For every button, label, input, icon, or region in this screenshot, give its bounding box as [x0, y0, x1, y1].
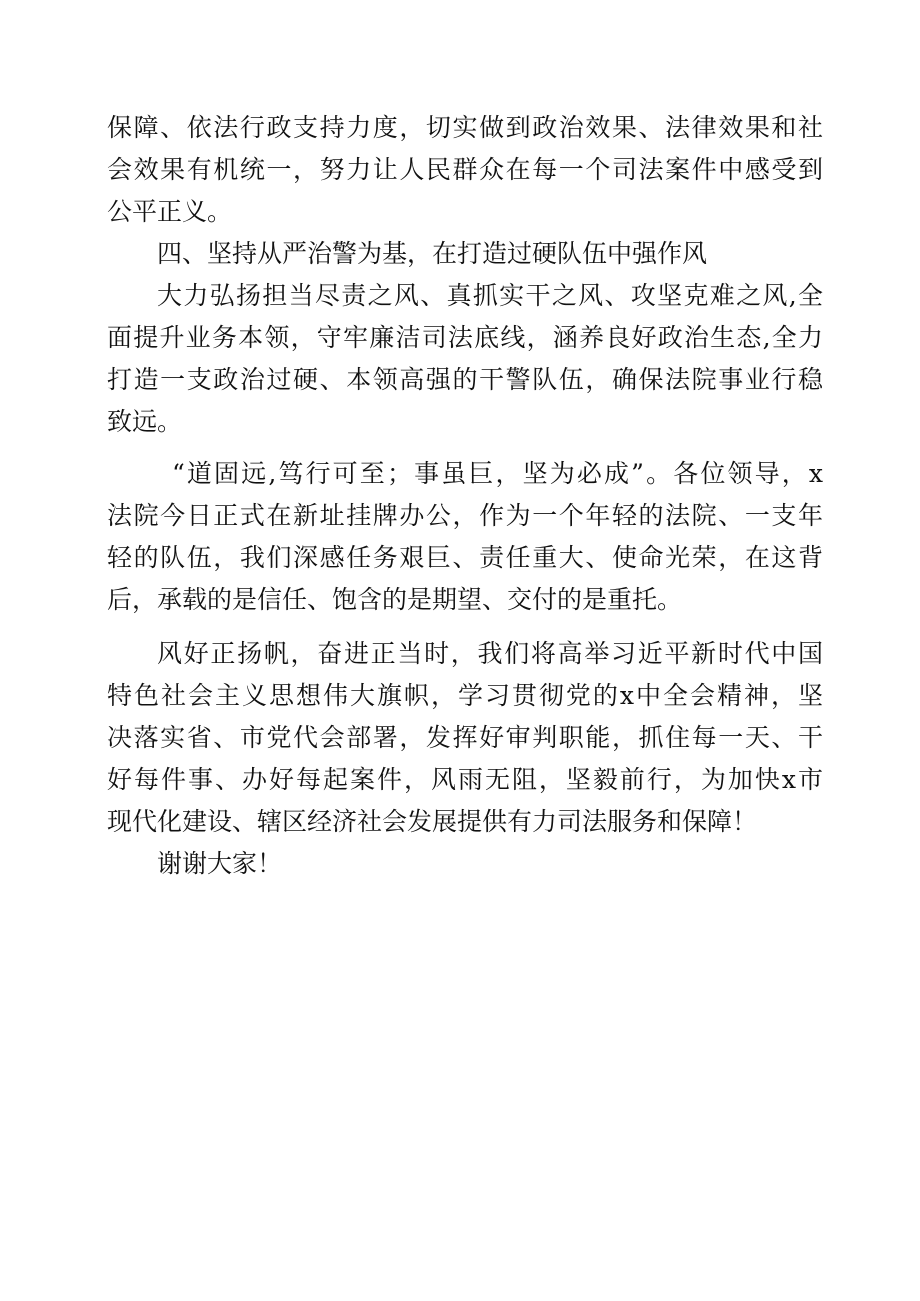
paragraph-2-line-2: 面提升业务本领，守牢廉洁司法底线，涵养良好政治生态,全力: [107, 323, 823, 352]
paragraph-3-line-3: 轻的队伍，我们深感任务艰巨、责任重大、使命光荣，在这背: [107, 543, 823, 572]
paragraph-1-line-3: 公平正义。: [107, 197, 233, 226]
paragraph-4-line-2: 特色社会主义思想伟大旗帜，学习贯彻党的x中全会精神，坚: [107, 681, 823, 710]
section-heading: 四、坚持从严治警为基，在打造过硬队伍中强作风: [157, 239, 708, 268]
paragraph-3-line-2: 法院今日正式在新址挂牌办公，作为一个年轻的法院、一支年: [107, 501, 823, 530]
paragraph-3-line-4: 后，承载的是信任、饱含的是期望、交付的是重托。: [107, 585, 683, 614]
paragraph-3-line-1: “道固远,笃行可至；事虽巨，坚为必成”。各位领导，x: [172, 459, 823, 488]
paragraph-1-line-1: 保障、依法行政支持力度，切实做到政治效果、法律效果和社: [107, 113, 823, 142]
paragraph-1-line-2: 会效果有机统一，努力让人民群众在每一个司法案件中感受到: [107, 155, 823, 184]
paragraph-4-line-5: 现代化建设、辖区经济社会发展提供有力司法服务和保障！: [107, 807, 758, 836]
paragraph-2-line-1: 大力弘扬担当尽责之风、真抓实干之风、攻坚克难之风,全: [157, 281, 823, 310]
paragraph-4-line-4: 好每件事、办好每起案件，风雨无阻，坚毅前行，为加快x市: [107, 765, 823, 794]
paragraph-4-line-3: 决落实省、市党代会部署，发挥好审判职能，抓住每一天、干: [107, 723, 823, 752]
closing-line: 谢谢大家！: [157, 849, 283, 878]
paragraph-4-line-1: 风好正扬帆，奋进正当时，我们将高举习近平新时代中国: [157, 639, 823, 668]
paragraph-2-line-3: 打造一支政治过硬、本领高强的干警队伍，确保法院事业行稳: [107, 365, 823, 394]
paragraph-2-line-4: 致远。: [107, 407, 183, 436]
